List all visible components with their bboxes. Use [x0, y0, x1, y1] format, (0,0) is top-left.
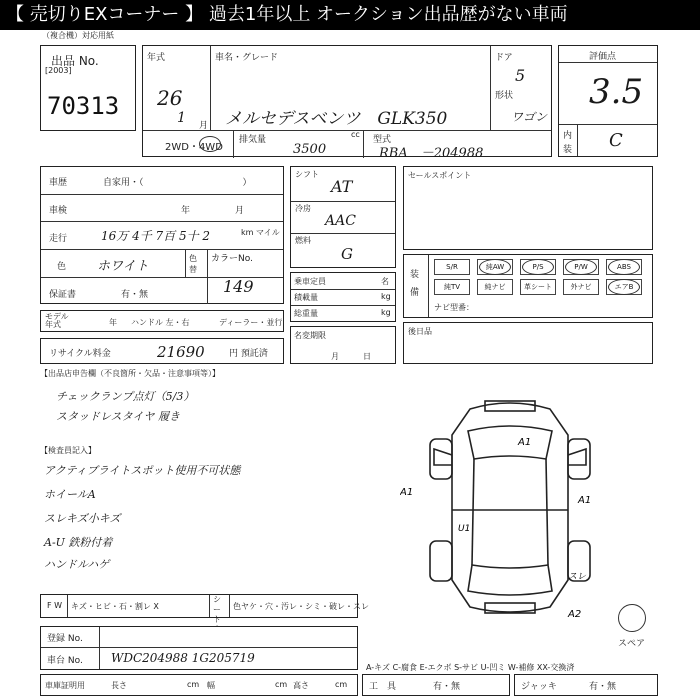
- registration-number-label: 登録 No.: [47, 634, 83, 644]
- eq-abs: ABS: [606, 259, 642, 275]
- attachments-box: [403, 322, 653, 364]
- eq-power-window: P/W: [563, 259, 599, 275]
- gross-label: 総重量: [294, 309, 318, 318]
- inspector-label: 【検査員記入】: [40, 446, 96, 455]
- eq-alloy-wheel: 純AW: [477, 259, 513, 275]
- ac-value: AAC: [325, 213, 356, 229]
- eq-navi: 純ナビ: [477, 279, 513, 295]
- damage-legend: A-キズ C-腐食 E-エクボ S-サビ U-凹ミ W-補修 XX-交換済: [366, 663, 575, 672]
- navi-model-label: ナビ型番：: [434, 303, 474, 312]
- name-label: 車名・グレード: [215, 53, 279, 63]
- history-label: 車歴: [49, 178, 68, 188]
- color-number-value: 149: [223, 277, 254, 296]
- fuel-label: 燃料: [295, 236, 311, 245]
- height-unit: cm: [335, 680, 348, 689]
- recycle-value: 21690: [157, 343, 205, 361]
- equipment-label-1: 装: [410, 270, 420, 280]
- eq-power-steering: P/S: [520, 259, 556, 275]
- circle-mark: [608, 279, 640, 295]
- tools-label: 工 具: [369, 682, 397, 692]
- seller-note-line: チェックランプ点灯（5/3）: [56, 390, 195, 403]
- length-label: 長さ: [111, 681, 127, 690]
- color-label: 色: [57, 262, 67, 272]
- name-change-unit: 月 日: [331, 352, 371, 361]
- sales-point-label: セールスポイント: [408, 171, 472, 180]
- car-name-value: メルセデスベンツ GLK350: [225, 109, 448, 129]
- eq-leather-seat: 革シート: [520, 279, 556, 295]
- eq-airbag: エアB: [606, 279, 642, 295]
- car-damage-diagram: [400, 395, 620, 620]
- left-mirror: [434, 449, 452, 465]
- spare-label: スペア: [618, 639, 646, 649]
- inspector-note-line: アクティブライトスポット使用不可状態: [44, 464, 241, 477]
- repaint-label: 色替: [189, 254, 197, 274]
- damage-mark: スレ: [568, 572, 587, 582]
- circle-mark: [565, 259, 597, 275]
- recycle-unit: 円 預託済: [229, 349, 268, 359]
- model-year-unit: 年: [109, 318, 117, 327]
- eq-sunroof: S/R: [434, 259, 470, 275]
- equipment-label-2: 備: [410, 288, 420, 298]
- equipment-box: [403, 254, 653, 318]
- tools-box: [362, 674, 510, 696]
- lot-label: 出品 No.: [51, 54, 99, 68]
- length-unit: cm: [187, 680, 200, 689]
- circle-mark: [479, 259, 511, 275]
- seat-label: シート: [213, 595, 221, 624]
- rear-left-wheel: [430, 541, 452, 581]
- displacement-label: 排気量: [239, 135, 267, 145]
- specs-box: [290, 166, 396, 268]
- chassis-number-label: 車台 No.: [47, 656, 83, 666]
- jack-box: [514, 674, 658, 696]
- attachments-label: 後日品: [408, 327, 432, 336]
- tools-value: 有・無: [433, 682, 461, 692]
- sales-point-box: [403, 166, 653, 250]
- recycle-box: [40, 338, 284, 364]
- lot-tag: [2003]: [45, 66, 72, 75]
- registration-box: [40, 626, 358, 670]
- windshield: [468, 426, 552, 459]
- jack-label: ジャッキ: [521, 682, 557, 692]
- inspector-note-line: スレキズ小キズ: [44, 512, 121, 525]
- damage-mark: A1: [518, 437, 532, 448]
- circle-mark: [608, 259, 640, 275]
- ac-label: 冷房: [295, 204, 311, 213]
- dealer-label: ディーラー・並行: [219, 318, 283, 327]
- jack-value: 有・無: [589, 682, 617, 692]
- right-mirror: [568, 449, 586, 465]
- damage-mark: U1: [458, 524, 471, 534]
- width-label: 幅: [207, 681, 215, 690]
- circle-mark: [522, 259, 554, 275]
- eq-tv: 純TV: [434, 279, 470, 295]
- fw-seat-box: [40, 594, 369, 624]
- vehicle-box: [142, 45, 552, 161]
- drive-label: 2WD・4WD: [165, 142, 223, 153]
- load-label: 積載量: [294, 293, 318, 302]
- chassis-number-value: WDC204988 1G205719: [111, 651, 255, 665]
- model-label: 型式: [373, 135, 392, 145]
- color-value: ホワイト: [97, 259, 149, 274]
- damage-mark: A2: [568, 609, 582, 620]
- gross-unit: kg: [381, 308, 391, 317]
- displacement-unit: cc: [351, 130, 360, 139]
- height-label: 高さ: [293, 681, 309, 690]
- seat-value: 色ヤケ・穴・汚レ・シミ・破レ・スレ: [233, 602, 369, 611]
- rear-window: [468, 565, 552, 595]
- mileage-label: 走行: [49, 234, 68, 244]
- score-box: [558, 45, 658, 157]
- seller-notes-label: 【出品店申告欄（不良箇所・欠品・注意事項等）】: [40, 369, 220, 378]
- garage-cert-box: [40, 674, 358, 696]
- auction-banner: [0, 0, 700, 30]
- interior-label-2: 装: [563, 145, 573, 155]
- name-change-box: [290, 326, 396, 364]
- damage-mark: A1: [400, 487, 414, 498]
- mileage-value: 16万 4千 7百 5十 2: [101, 229, 211, 243]
- spare-tire-icon: [618, 604, 646, 632]
- capacity-label: 乗車定員: [294, 277, 326, 286]
- inspector-note-line: ホイールA: [44, 488, 96, 501]
- seller-note-line: スタッドレスタイヤ 履き: [56, 410, 180, 423]
- year-month-value: 1: [177, 110, 186, 126]
- width-unit: cm: [275, 680, 288, 689]
- displacement-value: 3500: [293, 142, 327, 157]
- model-value: RBA －204988: [379, 146, 484, 161]
- form-note: （複合機）対応用紙: [42, 31, 114, 40]
- inspector-note-line: ハンドルハゲ: [44, 558, 110, 571]
- interior-value: C: [609, 130, 623, 151]
- name-change-label: 名変期限: [294, 331, 326, 340]
- history-box: [40, 166, 284, 304]
- model-year-label: モデル年式: [45, 312, 69, 329]
- score-value: 3.5: [589, 72, 644, 112]
- eq-aftermarket-navi: 外ナビ: [563, 279, 599, 295]
- lot-number: 70313: [47, 92, 120, 120]
- month-label: 月: [199, 121, 209, 131]
- shape-label: 形状: [495, 91, 514, 101]
- inspection-label: 車検: [49, 206, 68, 216]
- color-number-label: カラーNo.: [211, 254, 253, 264]
- fuel-value: G: [341, 245, 353, 263]
- capacity-box: [290, 272, 396, 322]
- fw-value: キズ・ヒビ・石・割レ X: [71, 602, 159, 611]
- inspector-note-line: A-U 鉄粉付着: [44, 536, 113, 549]
- inspection-value: 年 月: [181, 206, 245, 216]
- interior-label-1: 内: [563, 131, 573, 141]
- damage-mark: A1: [578, 495, 592, 506]
- recycle-label: リサイクル料金: [49, 349, 111, 359]
- year-value: 26: [157, 86, 183, 110]
- warranty-label: 保証書: [49, 290, 77, 300]
- doors-label: ドア: [495, 53, 513, 63]
- doors-value: 5: [515, 66, 526, 85]
- warranty-value: 有・無: [121, 290, 149, 300]
- load-unit: kg: [381, 292, 391, 301]
- garage-cert-label: 車庫証明用: [45, 681, 85, 690]
- history-value: 自家用・（ ）: [103, 178, 252, 188]
- year-label: 年式: [147, 53, 166, 63]
- fw-label: F W: [47, 601, 63, 610]
- drive-circle-mark: [199, 136, 221, 152]
- model-year-box: [40, 310, 284, 332]
- score-label: 評価点: [589, 52, 617, 62]
- shift-label: シフト: [295, 170, 319, 179]
- handle-label: ハンドル 左・右: [131, 318, 190, 327]
- mileage-unit: km マイル: [241, 228, 280, 237]
- capacity-unit: 名: [381, 277, 389, 286]
- shift-value: AT: [331, 177, 353, 196]
- shape-value: ワゴン: [511, 110, 548, 124]
- banner-text: 【 売切りEXコーナー 】 過去1年以上 オークション出品歴がない車両: [6, 4, 568, 25]
- lot-box: [40, 45, 136, 131]
